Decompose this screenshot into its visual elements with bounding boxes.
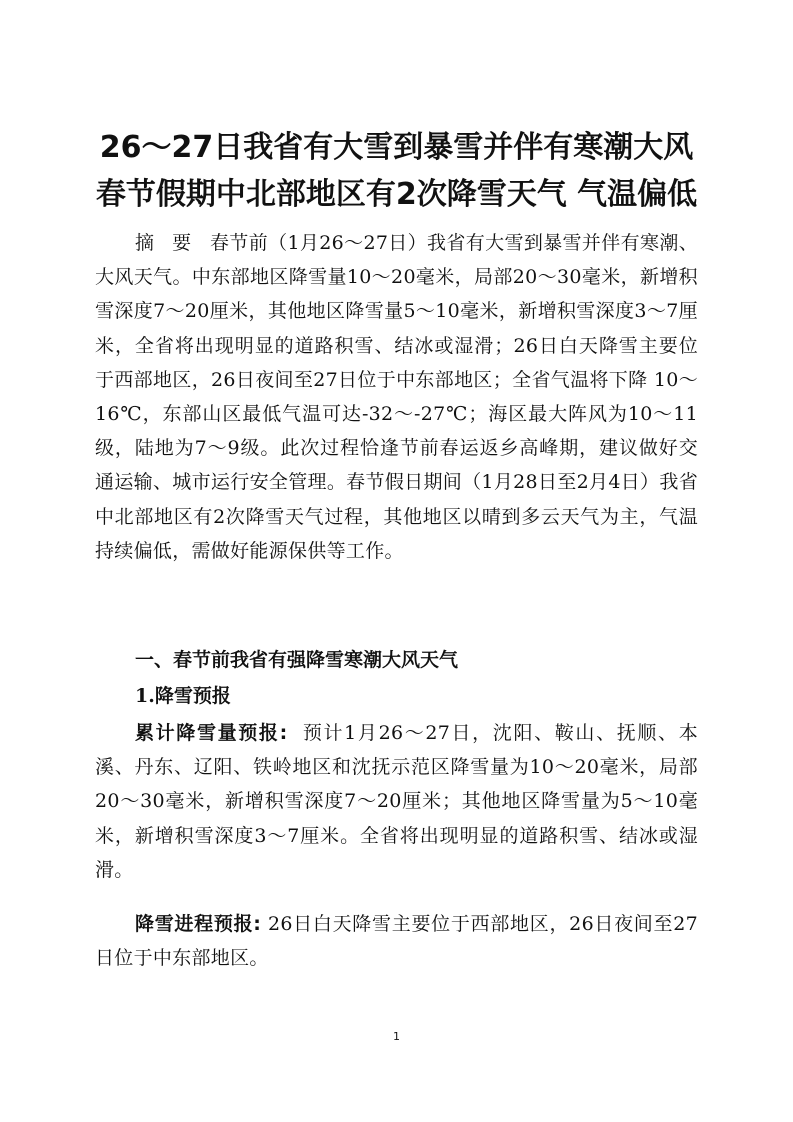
page-number: 1 (393, 1030, 400, 1043)
document-title-line-1: 26～27日我省有大雪到暴雪并伴有寒潮大风 (99, 130, 694, 165)
accumulated-snow-text: 预计1月26～27日，沈阳、鞍山、抚顺、本溪、丹东、辽阳、铁岭地区和沈抚示范区降雪量为10～20毫米，局部20～30毫米，新增积雪深度7～20厘米；其他地区降雪量为5～10毫米，新增积雪深度3～7厘米。全省将出现明显的道路积雪、结冰或湿滑。 (95, 722, 698, 881)
abstract-paragraph (95, 226, 698, 568)
snow-process-label: 降雪进程预报: (135, 913, 262, 935)
abstract-label: 摘 要 (135, 232, 198, 254)
subsection-heading-snowfall-forecast: 1.降雪预报 (135, 685, 231, 707)
abstract-text: 春节前（1月26～27日）我省有大雪到暴雪并伴有寒潮、大风天气。中东部地区降雪量10～20毫米，局部20～30毫米，新增积雪深度7～20厘米，其他地区降雪量5～10毫米，新增积雪深度3～7厘米，全省将出现明显的道路积雪、结冰或湿滑；26日白天降雪主要位于西部地区，26日夜间至27日位于中东部地区；全省气温将下降 10～16℃，东部山区最低气温可达-32～-27℃；海区最大阵风为10～11级，陆地为7～9级。此次过程恰逢节前春运返乡高峰期，建议做好交通运输、城市运行安全管理。春节假日期间（1月28日至2月4日）我省中北部地区有2次降雪天气过程，其他地区以晴到多云天气为主，气温持续偏低，需做好能源保供等工作。 (95, 232, 698, 562)
section-heading-1: 一、春节前我省有强降雪寒潮大风天气 (135, 649, 459, 671)
document-title-line-2: 春节假期中北部地区有2次降雪天气 气温偏低 (95, 177, 698, 212)
accumulated-snow-label: 累计降雪量预报: (135, 722, 288, 744)
accumulated-snow-paragraph (95, 716, 698, 887)
snow-process-paragraph (95, 907, 698, 975)
snow-process-text: 26日白天降雪主要位于西部地区，26日夜间至27日位于中东部地区。 (95, 913, 699, 970)
